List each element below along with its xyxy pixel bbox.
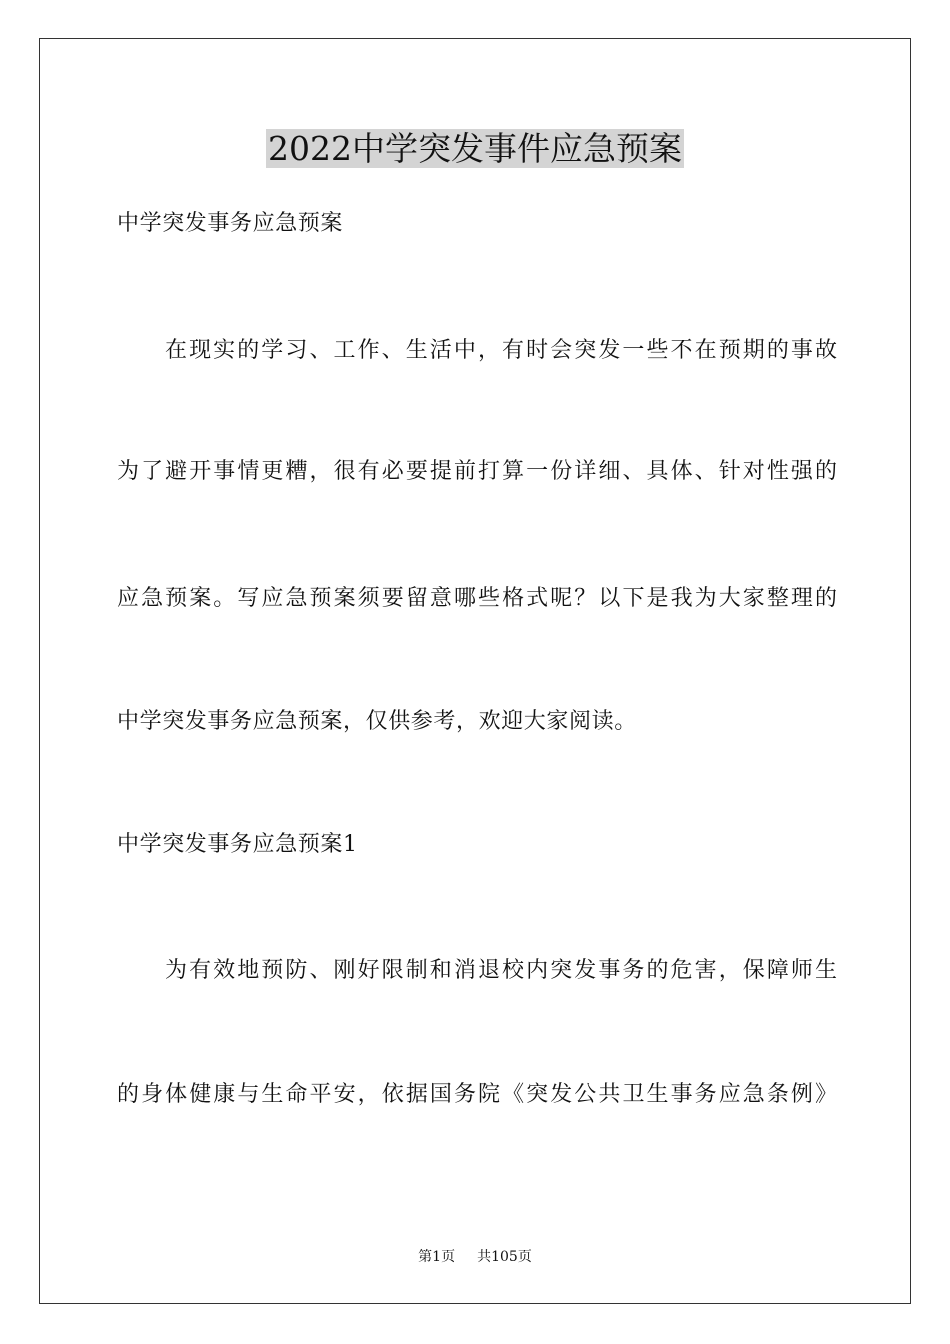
body-line: 在现实的学习、工作、生活中，有时会突发一些不在预期的事故 bbox=[165, 338, 837, 363]
page-footer bbox=[0, 1247, 950, 1267]
document-title bbox=[0, 127, 950, 171]
body-line: 的身体健康与生命平安，依据国务院《突发公共卫生事务应急条例》 bbox=[117, 1082, 837, 1107]
page-total: 共105页 bbox=[477, 1249, 532, 1265]
section-heading: 中学突发事务应急预案1 bbox=[117, 832, 358, 857]
body-line: 为有效地预防、刚好限制和消退校内突发事务的危害，保障师生 bbox=[165, 958, 837, 983]
document-title-text: 2022中学突发事件应急预案 bbox=[268, 129, 682, 168]
body-line: 中学突发事务应急预案，仅供参考，欢迎大家阅读。 bbox=[117, 709, 637, 734]
body-line: 为了避开事情更糟，很有必要提前打算一份详细、具体、针对性强的 bbox=[117, 459, 837, 484]
section-heading: 中学突发事务应急预案 bbox=[117, 211, 344, 236]
page-number: 第1页 bbox=[418, 1249, 456, 1265]
body-line: 应急预案。写应急预案须要留意哪些格式呢？以下是我为大家整理的 bbox=[117, 586, 837, 611]
